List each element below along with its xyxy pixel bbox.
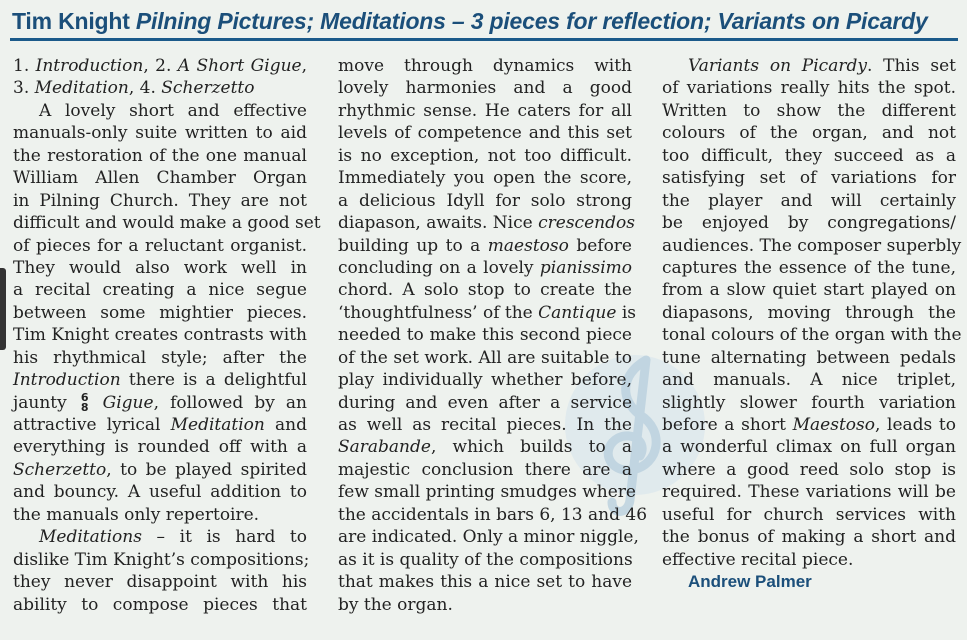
col3-line: the bonus of making a short and [662, 527, 956, 548]
col3-line: before a short Maestoso, leads to [662, 415, 956, 435]
col3-line: Written to show the different [662, 100, 956, 121]
col2-line: during and even after a service [338, 392, 632, 413]
col1-line: they never disappoint with his [13, 572, 307, 593]
col1-line: Scherzetto, to be played spirited [13, 459, 307, 480]
col1-line: everything is rounded off with a [13, 437, 307, 458]
col1-line: difficult and would make a good set [13, 213, 321, 234]
col3-line: where a good reed solo stop is [662, 459, 956, 480]
col1-line: a recital creating a nice segue [13, 280, 307, 301]
col2-line: a delicious Idyll for solo strong [338, 190, 632, 211]
page-edge-tab [0, 268, 6, 350]
col1-line: They would also work well in [13, 257, 307, 278]
col3-line: colours of the organ, and not [662, 123, 956, 144]
col1-line: dislike Tim Knight’s compositions; [13, 549, 310, 570]
review-column-2 [338, 55, 648, 616]
col2-line: concluding on a lovely pianissimo [338, 257, 632, 278]
reviewer-signature: Andrew Palmer [688, 572, 812, 592]
col1-line: his rhythmical style; after the [13, 347, 307, 368]
col2-line: that makes this a nice set to have [338, 572, 632, 593]
col3-line: slightly slower fourth variation [662, 392, 956, 413]
col2-line: Immediately you open the score, [338, 168, 632, 189]
col1-line: William Allen Chamber Organ [13, 168, 307, 189]
col3-line: diapasons, moving through the [662, 302, 956, 323]
page-title [12, 6, 962, 36]
col2-line: building up to a maestoso before [338, 235, 632, 256]
col3-line: satisfying set of variations for [662, 168, 956, 189]
col2-line: lovely harmonies and a good [338, 78, 632, 99]
col1-line: Introduction there is a delightful [13, 370, 307, 391]
col1-line: the manuals only repertoire. [13, 504, 260, 525]
col2-line: ‘thoughtfulness’ of the Cantique is [338, 302, 636, 323]
col3-line: tune alternating between pedals [662, 347, 956, 368]
col2-line: needed to make this second piece [338, 325, 632, 346]
col2-line: rhythmic sense. He caters for all [338, 100, 632, 121]
col1-line: 1. Introduction, 2. A Short Gigue, [13, 56, 307, 76]
col1-line: of pieces for a reluctant organist. [13, 235, 307, 256]
col3-line: Variants on Picardy. This set [688, 56, 956, 76]
col2-line: move through dynamics with [338, 56, 632, 76]
col1-line: in Pilning Church. They are not [13, 190, 307, 211]
col1-line: the restoration of the one manual [13, 145, 307, 166]
col3-line: effective recital piece. [662, 549, 854, 570]
col2-line: as it is quality of the compositions [338, 549, 633, 570]
col1-line: and bouncy. A useful addition to [13, 482, 307, 503]
col1-line: attractive lyrical Meditation and [13, 415, 307, 435]
col3-line: the player and will certainly [662, 190, 956, 211]
time-signature: 6 8 [80, 391, 89, 415]
col1-line: ability to compose pieces that [13, 594, 307, 615]
col3-line: audiences. The composer superbly [662, 235, 962, 256]
col3-line: tonal colours of the organ with the [662, 325, 962, 346]
col3-line: and manuals. A nice triplet, [662, 370, 956, 391]
title-author: Tim Knight [12, 8, 130, 34]
col1-line: 3. Meditation, 4. Scherzetto [13, 78, 255, 99]
review-column-1 [13, 55, 321, 616]
col2-line: the accidentals in bars 6, 13 and 46 [338, 504, 648, 525]
col1-line-gigue: jaunty 6 8 Gigue, followed by an [13, 391, 307, 415]
col3-line: a wonderful climax on full organ [662, 437, 956, 458]
col3-line: useful for church services with [662, 504, 956, 525]
col3-line: too difficult, they succeed as a [662, 145, 956, 166]
col1-line: manuals-only suite written to aid [13, 123, 307, 144]
col1-line: A lovely short and effective [39, 100, 307, 121]
col2-line: as well as recital pieces. In the [338, 415, 632, 435]
col3-line: required. These variations will be [662, 482, 956, 503]
col2-line: by the organ. [338, 594, 453, 615]
col3-line: captures the essence of the tune, [662, 257, 956, 278]
review-column-3 [662, 55, 962, 594]
col2-line: of the set work. All are suitable to [338, 347, 632, 368]
col2-line: play individually whether before, [338, 370, 632, 391]
col2-line: majestic conclusion there are a [338, 459, 632, 480]
col2-line: chord. A solo stop to create the [338, 280, 632, 301]
col2-line: Sarabande, which builds to a [338, 437, 632, 458]
col3-line: from a slow quiet start played on [662, 280, 956, 301]
col2-line: are indicated. Only a minor niggle, [338, 527, 639, 548]
col1-line: Tim Knight creates contrasts with [13, 325, 307, 346]
col2-line: levels of competence and this set [338, 123, 632, 144]
col3-line: of variations really hits the spot. [662, 78, 956, 99]
title-works: Pilning Pictures; Meditations – 3 pieces for reflection; Variants on Picardy [135, 8, 928, 34]
col2-line: few small printing smudges where [338, 482, 636, 503]
col2-line: is no exception, not too difficult. [338, 145, 632, 166]
col3-line: be enjoyed by congregations/ [662, 213, 956, 234]
col1-line: between some mightier pieces. [13, 302, 307, 323]
col2-line: diapason, awaits. Nice crescendos [338, 213, 635, 234]
col1-line: Meditations – it is hard to [39, 527, 307, 548]
title-rule [10, 38, 958, 41]
